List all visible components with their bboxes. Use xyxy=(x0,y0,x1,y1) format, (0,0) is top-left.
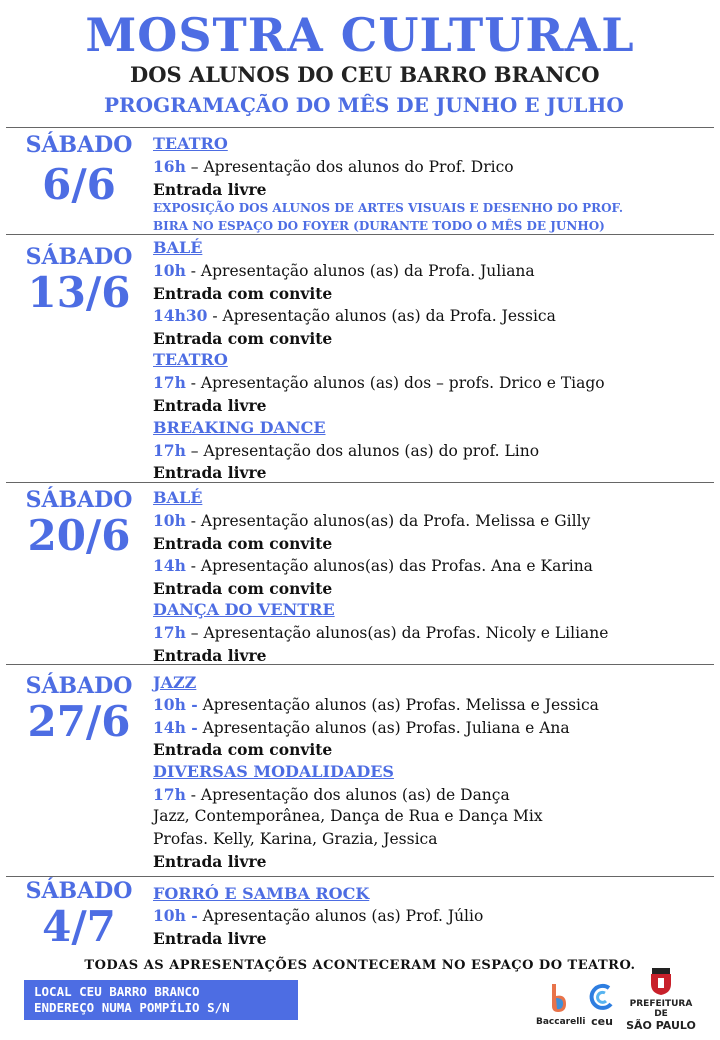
entry-note: Entrada livre xyxy=(153,463,267,482)
ceu-icon xyxy=(587,982,617,1012)
event-line: 10h - Apresentação alunos (as) Profas. Melissa e Jessica xyxy=(153,695,599,714)
event-line: 14h - Apresentação alunos (as) Profas. Juliana e Ana xyxy=(153,718,570,737)
baccarelli-icon xyxy=(544,982,574,1014)
address-line: ENDEREÇO NUMA POMPÍLIO S/N xyxy=(34,1000,230,1015)
event-line: 14h30 - Apresentação alunos (as) da Profa. Jessica xyxy=(153,306,556,325)
event-line: 16h – Apresentação dos alunos do Prof. Drico xyxy=(153,157,514,176)
entry-note: Entrada com convite xyxy=(153,329,333,348)
category: TEATRO xyxy=(153,350,228,369)
category: DANÇA DO VENTRE xyxy=(153,600,335,619)
day-block xyxy=(18,673,140,745)
entry-note: Entrada livre xyxy=(153,646,267,665)
event-line: 10h - Apresentação alunos (as) Prof. Júlio xyxy=(153,906,484,925)
day-block xyxy=(18,878,140,950)
location-line: LOCAL CEU BARRO BRANCO xyxy=(34,984,200,999)
category: BALÉ xyxy=(153,488,203,507)
day-date: 27/6 xyxy=(27,697,131,746)
day-label: SÁBADO xyxy=(25,132,133,158)
exhibition-note: BIRA NO ESPAÇO DO FOYER (DURANTE TODO O MÊS DE JUNHO) xyxy=(153,219,605,233)
event-line: 17h – Apresentação alunos(as) da Profas. Nicoly e Liliane xyxy=(153,623,609,642)
separator xyxy=(6,234,714,235)
day-date: 13/6 xyxy=(27,268,131,317)
main-title: MOSTRA CULTURAL xyxy=(85,8,635,62)
event-line: Jazz, Contemporânea, Dança de Rua e Dança Mix xyxy=(153,807,543,825)
footer-note: TODAS AS APRESENTAÇÕES ACONTECERAM NO ESPAÇO DO TEATRO. xyxy=(84,958,636,973)
entry-note: Entrada com convite xyxy=(153,534,333,553)
category: TEATRO xyxy=(153,134,228,153)
event-line: Profas. Kelly, Karina, Grazia, Jessica xyxy=(153,830,438,848)
subtitle: DOS ALUNOS DO CEU BARRO BRANCO xyxy=(130,62,600,87)
event-line: 17h - Apresentação dos alunos (as) de Dança xyxy=(153,785,510,804)
program-title: PROGRAMAÇÃO DO MÊS DE JUNHO E JULHO xyxy=(104,93,624,117)
exhibition-note: EXPOSIÇÃO DOS ALUNOS DE ARTES VISUAIS E DESENHO DO PROF. xyxy=(153,201,624,215)
category: DIVERSAS MODALIDADES xyxy=(153,762,394,781)
separator xyxy=(6,482,714,483)
day-label: SÁBADO xyxy=(25,244,133,270)
day-date: 4/7 xyxy=(42,902,116,951)
entry-note: Entrada livre xyxy=(153,929,267,948)
entry-note: Entrada livre xyxy=(153,852,267,871)
separator xyxy=(6,664,714,665)
day-block xyxy=(18,487,140,559)
event-line: 10h - Apresentação alunos (as) da Profa. Juliana xyxy=(153,261,535,280)
day-block xyxy=(18,244,140,316)
category: BALÉ xyxy=(153,238,203,257)
coat-of-arms-icon xyxy=(648,966,674,996)
category: JAZZ xyxy=(153,673,197,692)
day-label: SÁBADO xyxy=(25,878,133,904)
day-date: 6/6 xyxy=(42,160,116,209)
day-block xyxy=(18,132,140,208)
day-label: SÁBADO xyxy=(25,487,133,513)
event-line: 10h - Apresentação alunos(as) da Profa. Melissa e Gilly xyxy=(153,511,591,530)
baccarelli-logo: Baccarelli xyxy=(536,982,582,1027)
category: BREAKING DANCE xyxy=(153,418,326,437)
separator xyxy=(6,127,714,128)
separator xyxy=(6,876,714,877)
prefeitura-logo: PREFEITURA DE SÃO PAULO xyxy=(624,966,698,1032)
entry-note: Entrada livre xyxy=(153,180,267,199)
day-label: SÁBADO xyxy=(25,673,133,699)
entry-note: Entrada com convite xyxy=(153,284,333,303)
entry-note: Entrada com convite xyxy=(153,579,333,598)
event-line: 17h - Apresentação alunos (as) dos – profs. Drico e Tiago xyxy=(153,373,605,392)
location-box xyxy=(24,980,298,1020)
ceu-logo: ceu xyxy=(584,982,620,1028)
day-date: 20/6 xyxy=(27,511,131,560)
entry-note: Entrada com convite xyxy=(153,740,333,759)
event-line: 14h - Apresentação alunos(as) das Profas. Ana e Karina xyxy=(153,556,593,575)
category: FORRÓ E SAMBA ROCK xyxy=(153,884,370,903)
entry-note: Entrada livre xyxy=(153,396,267,415)
event-line: 17h – Apresentação dos alunos (as) do prof. Lino xyxy=(153,441,540,460)
